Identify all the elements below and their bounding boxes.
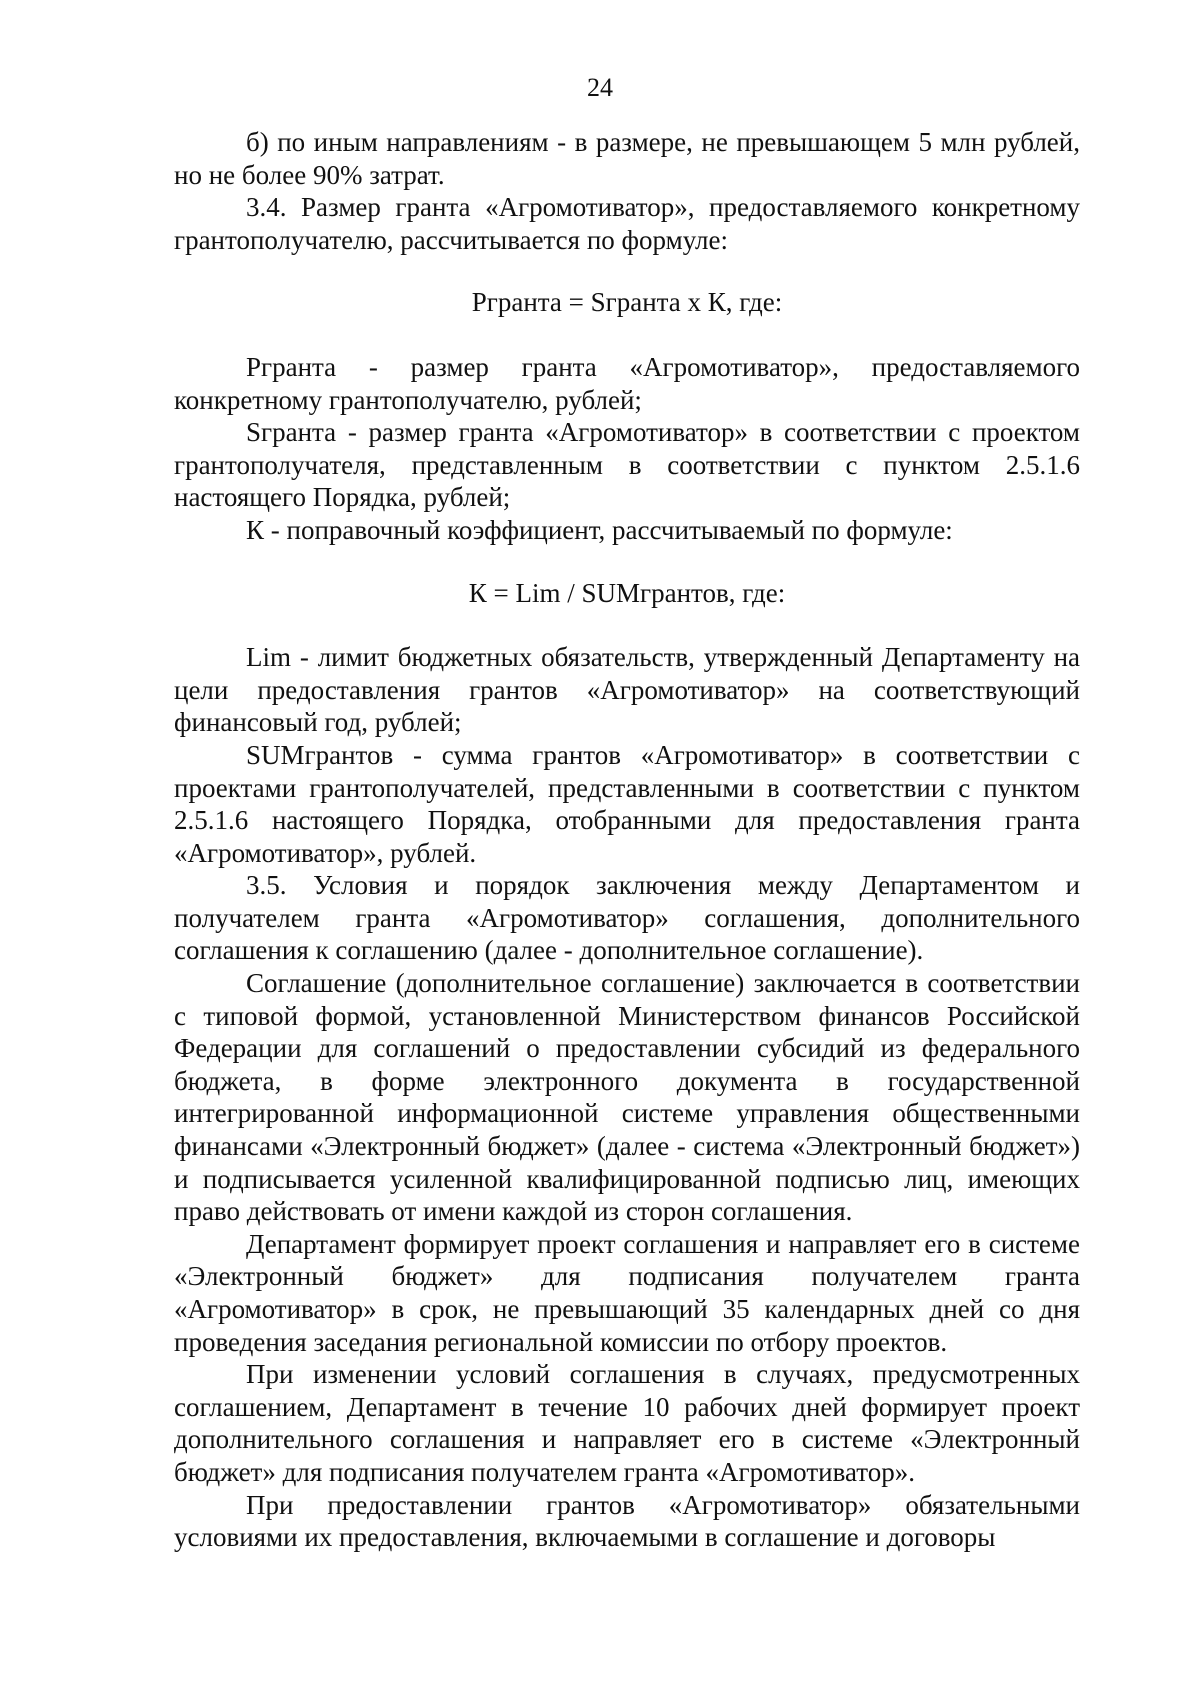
- paragraph-def-lim: Lim - лимит бюджетных обязательств, утвержденный Департаменту на цели предоставления грантов «Агромотиватор» на соответствующий финансовый год, рублей;: [174, 642, 1080, 738]
- paragraph-department-draft: Департамент формирует проект соглашения и направляет его в системе «Электронный бюджет» для подписания получателем гранта «Агромотиватор» в срок, не превышающий 35 календарных дней со дня проведения заседания региональной комиссии по отбору проектов.: [174, 1228, 1080, 1357]
- page-number: 24: [587, 73, 613, 102]
- paragraph-def-rgranta: Ргранта - размер гранта «Агромотиватор», предоставляемого конкретному грантополучателю, рублей;: [174, 351, 1080, 415]
- paragraph-agreement-form: Соглашение (дополнительное соглашение) заключается в соответствии с типовой формой, установленной Министерством финансов Российской Федерации для соглашений о предоставлении субсидий из федерального бюджета, в форме электронного документа в государственной интегрированной информационной системе управления общественными финансами «Электронный бюджет» (далее - система «Электронный бюджет») и подписывается усиленной квалифицированной подписью лиц, имеющих право действовать от имени каждой из сторон соглашения.: [174, 968, 1080, 1227]
- paragraph-subitem-b: б) по иным направлениям - в размере, не превышающем 5 млн рублей, но не более 90% затрат.: [174, 127, 1080, 190]
- formula-grant-size: Ргранта = Sгранта х К, где:: [471, 287, 783, 318]
- paragraph-def-sumgrantov: SUMгрантов - сумма грантов «Агромотиватор» в соответствии с проектами грантополучателей, представленными в соответствии с пунктом 2.5.1.6 настоящего Порядка, отобранными для предоставления гранта «Агромотиватор», рублей.: [174, 739, 1080, 868]
- paragraph-def-k: К - поправочный коэффициент, рассчитываемый по формуле:: [246, 514, 953, 545]
- formula-coefficient: К = Lim / SUMгрантов, где:: [468, 577, 786, 608]
- paragraph-mandatory-conditions: При предоставлении грантов «Агромотиватор» обязательными условиями их предоставления, включаемыми в соглашение и договоры: [174, 1489, 1080, 1553]
- document-body: [174, 126, 1080, 1554]
- paragraph-3-5: 3.5. Условия и порядок заключения между Департаментом и получателем гранта «Агромотиватор» соглашения, дополнительного соглашения к соглашению (далее - дополнительное соглашение).: [174, 870, 1080, 966]
- paragraph-3-4: 3.4. Размер гранта «Агромотиватор», предоставляемого конкретному грантополучателю, рассчитывается по формуле:: [174, 192, 1080, 255]
- paragraph-def-sgranta: Sгранта - размер гранта «Агромотиватор» в соответствии с проектом грантополучателя, представленным в соответствии с пунктом 2.5.1.6 настоящего Порядка, рублей;: [174, 417, 1080, 513]
- paragraph-agreement-changes: При изменении условий соглашения в случаях, предусмотренных соглашением, Департамент в течение 10 рабочих дней формирует проект дополнительного соглашения и направляет его в системе «Электронный бюджет» для подписания получателем гранта «Агромотиватор».: [174, 1359, 1080, 1487]
